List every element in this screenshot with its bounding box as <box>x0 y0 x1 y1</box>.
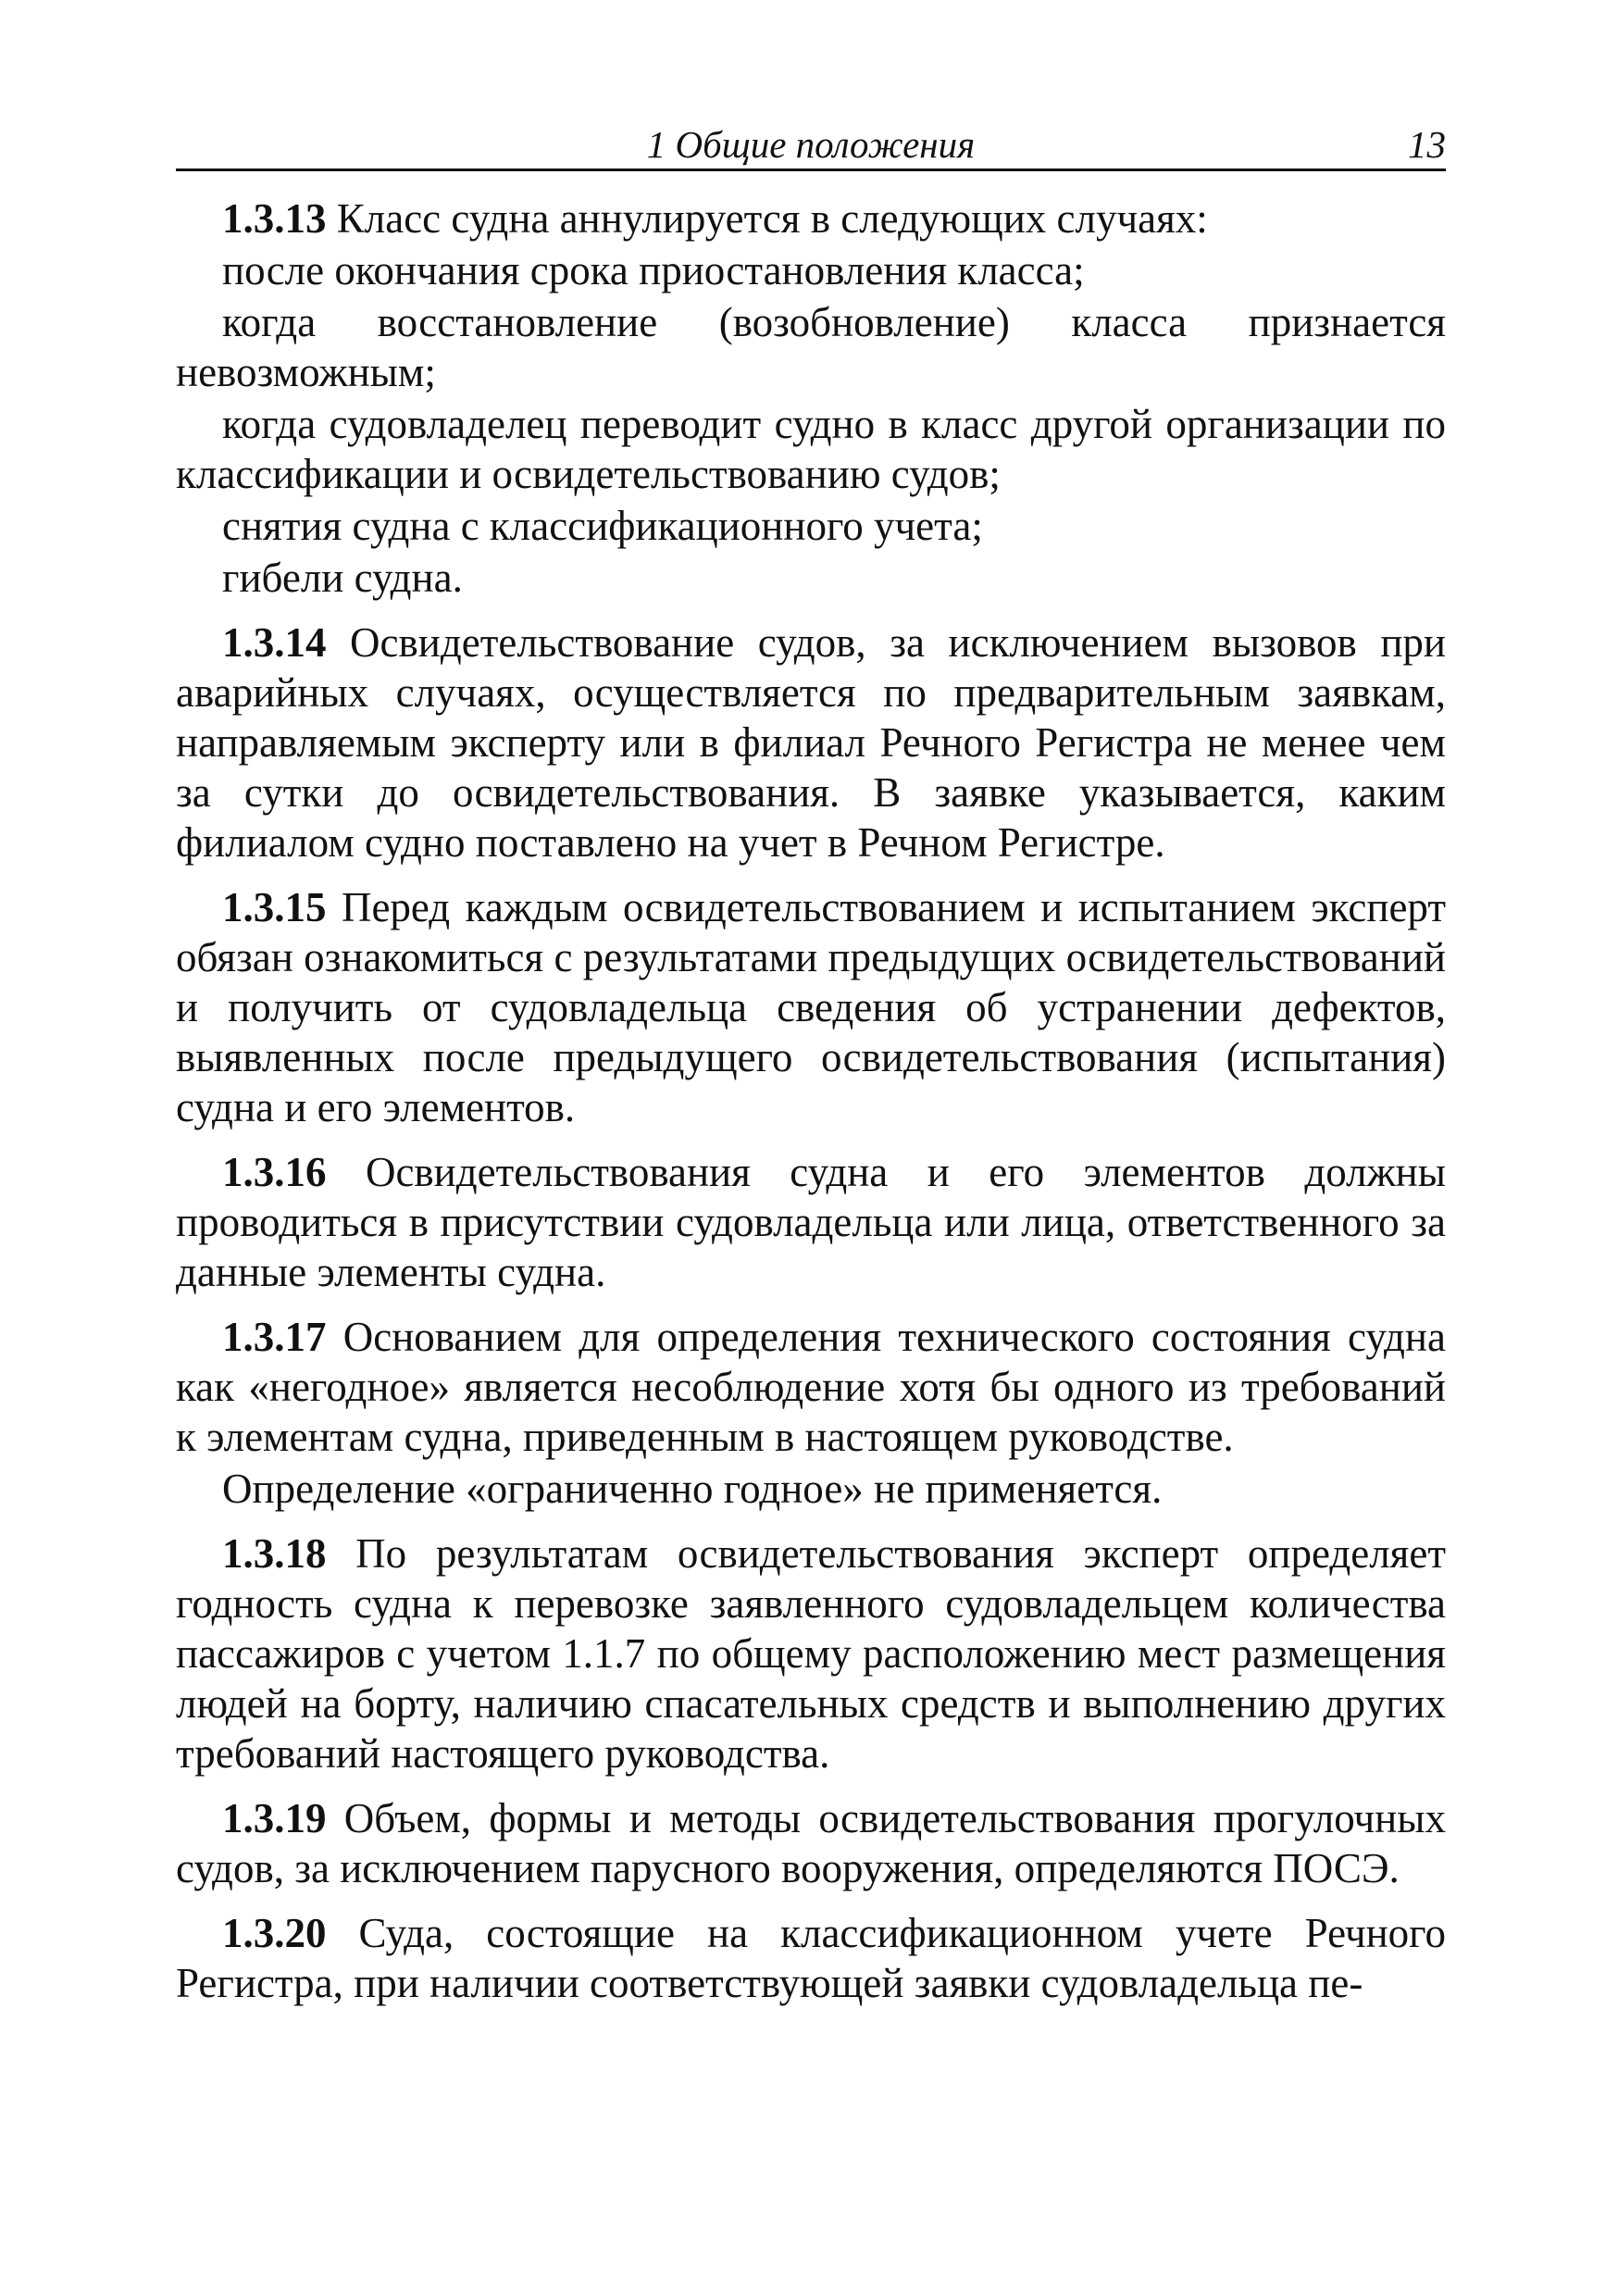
clause-number: 1.3.14 <box>222 619 327 666</box>
clause-number: 1.3.17 <box>222 1314 327 1360</box>
clause-text: Перед каждым освидетельствованием и испытанием эксперт обязан ознакомиться с результатами предыдущих освидетельствований и получить от судовладельца сведения об устранении дефектов, выявленных после предыдущего освидетельствования (испытания) судна и его элементов. <box>176 884 1446 1130</box>
clause-number: 1.3.16 <box>222 1149 327 1195</box>
clause-1-3-13 <box>176 193 1446 243</box>
clause-1-3-17 <box>176 1312 1446 1462</box>
clause-1-3-15 <box>176 882 1446 1132</box>
paragraph: Определение «ограниченно годное» не применяется. <box>222 1466 1163 1512</box>
clause-number: 1.3.13 <box>222 195 327 242</box>
clause-text: Основанием для определения технического состояния судна как «негодное» является несоблюдение хотя бы одного из требований к элементам судна, приведенным в настоящем руководстве. <box>176 1314 1446 1460</box>
clause-1-3-16 <box>176 1147 1446 1297</box>
list-item: снятия судна с классификационного учета; <box>222 503 983 549</box>
running-header <box>176 120 1446 171</box>
clause-text: Освидетельствования судна и его элементов должны проводиться в присутствии судовладельца или лица, ответственного за данные элементы судна. <box>176 1149 1446 1295</box>
clause-text: Класс судна аннулируется в следующих случаях: <box>326 195 1208 242</box>
document-page <box>176 120 1446 2008</box>
page-number: 13 <box>1408 123 1446 166</box>
clause-number: 1.3.18 <box>222 1530 327 1577</box>
clause-text: Освидетельствование судов, за исключением вызовов при аварийных случаях, осуществляется по предварительным заявкам, направляемым эксперту или в филиал Речного Регистра не менее чем за сутки до освидетельствования. В заявке указывается, каким филиалом судно поставлено на учет в Речном Регистре. <box>176 619 1446 866</box>
section-title: 1 Общие положения <box>646 123 976 166</box>
clause-1-3-20 <box>176 1908 1446 2008</box>
list-item: после окончания срока приостановления класса; <box>222 247 1085 293</box>
clause-1-3-19 <box>176 1793 1446 1893</box>
clause-1-3-18 <box>176 1529 1446 1778</box>
clause-text: По результатам освидетельствования эксперт определяет годность судна к перевозке заявленного судовладельцем количества пассажиров с учетом 1.1.7 по общему расположению мест размещения людей на борту, наличию спасательных средств и выполнению других требований настоящего руководства. <box>176 1530 1446 1777</box>
list-item: когда восстановление (возобновление) класса признается невозможным; <box>176 299 1446 395</box>
clause-text: Объем, формы и методы освидетельствования прогулочных судов, за исключением парусного вооружения, определяются ПОСЭ. <box>176 1795 1446 1891</box>
document-body <box>176 193 1446 2008</box>
list-item: когда судовладелец переводит судно в класс другой организации по классификации и освидетельствованию судов; <box>176 401 1446 497</box>
list-item: гибели судна. <box>222 555 463 601</box>
clause-number: 1.3.19 <box>222 1795 327 1841</box>
clause-text: Суда, состоящие на классификационном учете Речного Регистра, при наличии соответствующей заявки судовладельца пе- <box>176 1910 1446 2006</box>
clause-number: 1.3.20 <box>222 1910 327 1956</box>
clause-1-3-14 <box>176 618 1446 867</box>
clause-number: 1.3.15 <box>222 884 327 930</box>
